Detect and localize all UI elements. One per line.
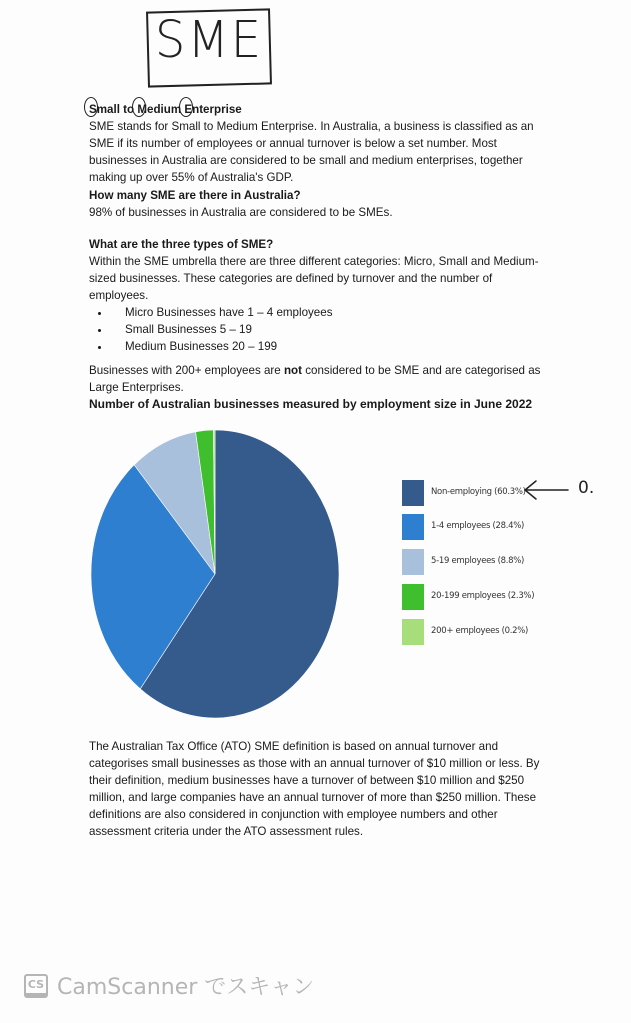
section-heading-types: What are the three types of SME? xyxy=(89,238,274,251)
intro-paragraph: SME stands for Small to Medium Enterprise. In Australia, a business is classified as an SME if its number of employees or annual turnover is below a set number. Most businesses in Australia are considered to be small and medium enterprises, together making up over 55% of Australia's GDP. xyxy=(89,120,534,184)
legend-item-5-19: 5-19 employees (8.8%) xyxy=(402,549,602,577)
section-heading-sme: Small to Medium Enterprise xyxy=(89,103,242,116)
section-intro xyxy=(89,101,549,186)
camscanner-watermark xyxy=(24,970,314,1001)
handwritten-title: SME xyxy=(154,10,264,70)
legend-item-20-199: 20-199 employees (2.3%) xyxy=(402,584,602,612)
legend-item-200-plus: 200+ employees (0.2%) xyxy=(402,619,602,647)
legend-item-non-employing: Non-employing (60.3%) xyxy=(402,480,602,508)
large-enterprise-note: Businesses with 200+ employees are not considered to be SME and are categorised as Large Enterprises. xyxy=(89,364,541,394)
section-types xyxy=(89,236,549,396)
chart-title: Number of Australian businesses measured by employment size in June 2022 xyxy=(89,397,533,411)
legend-swatch xyxy=(402,549,424,575)
legend-swatch xyxy=(402,584,424,610)
legend-swatch xyxy=(402,619,424,645)
camscanner-logo-icon: CS xyxy=(24,974,48,998)
types-paragraph: Within the SME umbrella there are three different categories: Micro, Small and Medium-sized businesses. These categories are defined by turnover and the number of employees. xyxy=(89,255,539,302)
watermark-text: CamScanner でスキャン xyxy=(57,975,315,1000)
list-item: • Micro Businesses have 1 – 4 employees xyxy=(111,304,549,321)
handwritten-note: 0. xyxy=(578,478,595,498)
list-item: • Small Businesses 5 – 19 xyxy=(111,321,549,338)
legend-swatch xyxy=(402,514,424,540)
list-item: • Medium Businesses 20 – 199 xyxy=(111,338,549,355)
handwritten-arrow-icon xyxy=(522,478,570,502)
pie-chart xyxy=(89,428,341,720)
legend-item-1-4: 1-4 employees (28.4%) xyxy=(402,514,602,542)
section-how-many xyxy=(89,187,549,221)
section-heading-how-many: How many SME are there in Australia? xyxy=(89,189,301,202)
legend-swatch xyxy=(402,480,424,506)
types-list xyxy=(89,304,549,355)
how-many-paragraph: 98% of businesses in Australia are considered to be SMEs. xyxy=(89,206,393,219)
ato-definition-paragraph: The Australian Tax Office (ATO) SME definition is based on annual turnover and categorises small businesses as those with an annual turnover of $10 million or less. By their definition, medium businesses have a turnover of between $10 million and $250 million, and large companies have an annual turnover of more than $250 million. These definitions are also considered in conjunction with employee numbers and other assessment criteria under the ATO assessment rules. xyxy=(89,740,540,838)
